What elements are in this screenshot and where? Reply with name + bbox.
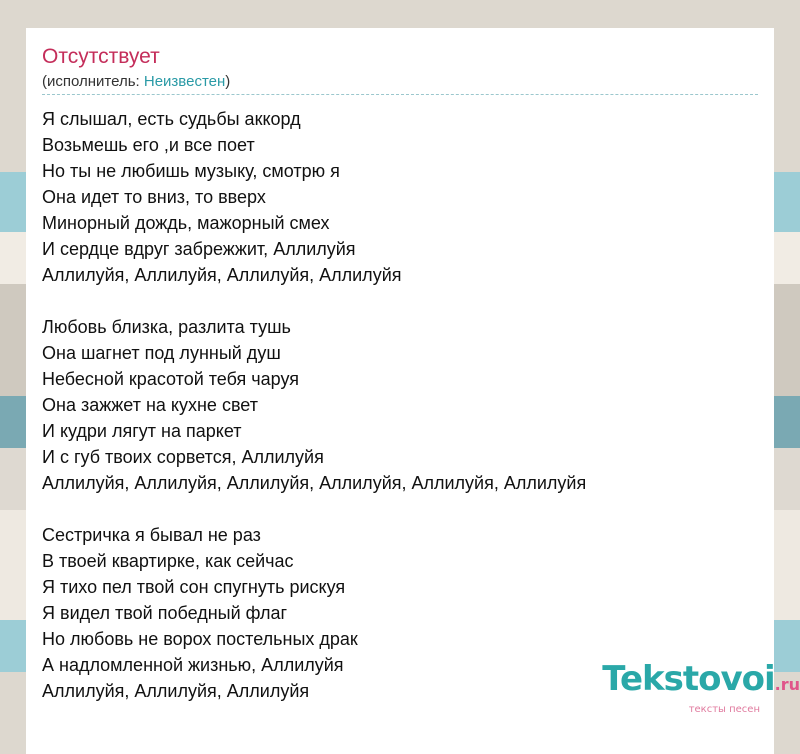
lyrics-line: Аллилуйя, Аллилуйя, Аллилуйя, Аллилуйя [42,265,402,285]
lyrics-line: И кудри лягут на паркет [42,421,242,441]
watermark-tld: .ru [774,675,800,694]
artist-link[interactable]: Неизвестен [143,73,226,90]
lyrics-card [26,28,774,754]
lyrics-body [42,106,762,704]
lyrics-line: Возьмешь его ,и все поет [42,135,255,155]
artist-prefix: (исполнитель: [42,73,144,90]
lyrics-blank-line [42,288,762,314]
lyrics-line: И с губ твоих сорвется, Аллилуйя [42,447,324,467]
lyrics-line: Любовь близка, разлита тушь [42,317,291,337]
divider [42,94,758,95]
lyrics-blank-line [42,496,762,522]
lyrics-line: Минорный дождь, мажорный смех [42,213,330,233]
watermark-brand: Tekstovoi [602,659,775,699]
lyrics-line: Я видел твой победный флаг [42,603,288,623]
lyrics-line: Небесной красотой тебя чаруя [42,369,300,389]
lyrics-line: Сестричка я бывал не раз [42,525,261,545]
lyrics-line: Аллилуйя, Аллилуйя, Аллилуйя, Аллилуйя, Аллилуйя, Аллилуйя [42,473,587,493]
watermark-logo [580,660,800,704]
song-title: Отсутствует [42,45,160,68]
watermark-tagline: тексты песен [688,704,760,715]
lyrics-line: И сердце вдруг забрежжит, Аллилуйя [42,239,356,259]
site-watermark [580,660,800,716]
lyrics-line: Она шагнет под лунный душ [42,343,281,363]
lyrics-line: Я слышал, есть судьбы аккорд [42,109,301,129]
artist-suffix: ) [225,73,231,90]
lyrics-line: Она идет то вниз, то вверх [42,187,266,207]
lyrics-line: Аллилуйя, Аллилуйя, Аллилуйя [42,681,310,701]
lyrics-line: Но любовь не ворох постельных драк [42,629,358,649]
artist-line [42,72,230,92]
lyrics-line: Я тихо пел твой сон спугнуть рискуя [42,577,346,597]
lyrics-line: А надломленной жизнью, Аллилуйя [42,655,344,675]
lyrics-line: Но ты не любишь музыку, смотрю я [42,161,340,181]
lyrics-line: Она зажжет на кухне свет [42,395,258,415]
lyrics-line: В твоей квартирке, как сейчас [42,551,294,571]
